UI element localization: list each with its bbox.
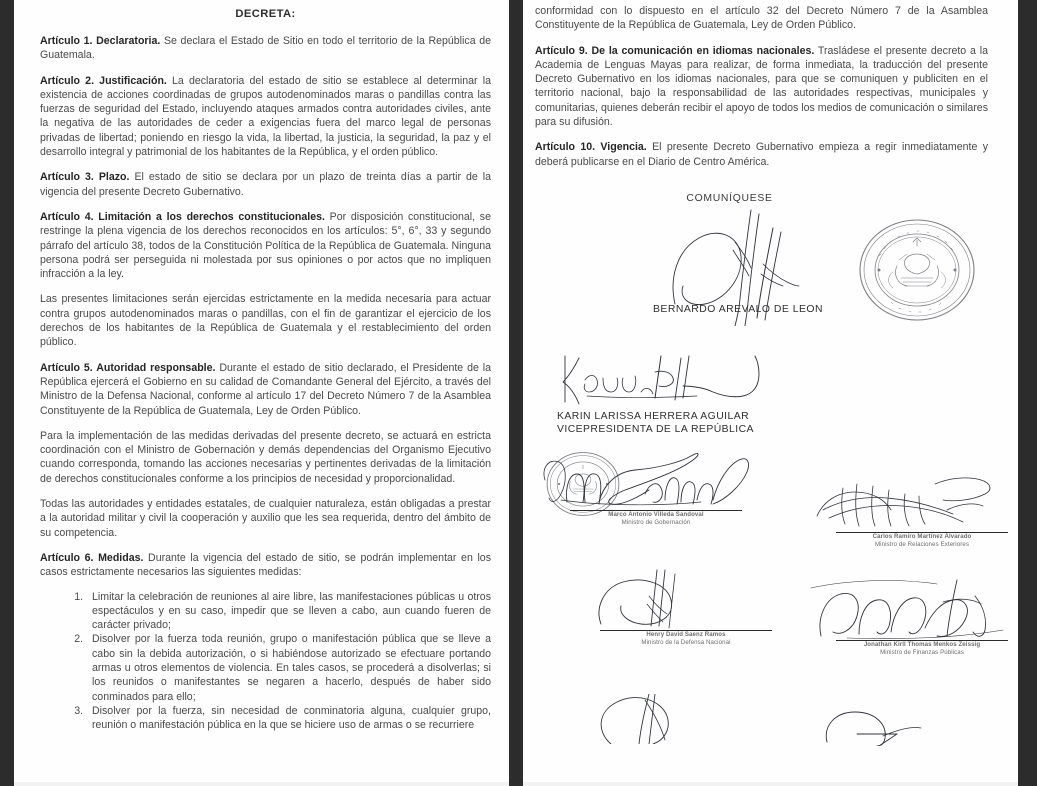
article-6-label: Artículo 6. Medidas.: [40, 551, 144, 564]
partial-signature-scrawl-bottom-left: [591, 694, 721, 744]
vicepresident-name: KARIN LARISSA HERRERA AGUILAR: [557, 410, 750, 422]
article-2-text: La declaratoria del estado de sitio se establece al determinar la existencia de acciones coordinadas de grupos autodenominados maras o pandillas contra las fuerzas de seguridad del Estado, incluyendo ataques armados contra autoridades civiles, ante la negativa de las autoridades de ceder a exigencias fuera del marco legal de personas privadas de libertad; poniendo en riesgo la vida, la libertad, la justicia, la seguridad, la paz y el desarrollo integral y patrimonial de los habitantes de la República, y el orden público.: [40, 74, 491, 159]
minister-2-title: Ministro de Relaciones Exteriores: [874, 540, 970, 548]
scan-gutter-left: [0, 0, 14, 786]
minister-2-name: Carlos Ramiro Martínez Alvarado: [872, 532, 972, 540]
minister-1-signature-scrawl: [541, 448, 771, 510]
minister-signature-block-4: [807, 578, 1018, 656]
article-4-continuation-paragraph: [40, 292, 491, 349]
article-6-paragraph: [40, 551, 491, 580]
minister-4-name: Jonathan Kirll Thomas Menkos Zeissig: [863, 640, 981, 648]
vicepresident-signature-block: [535, 352, 988, 444]
vicepresident-signature-scrawl: [557, 352, 777, 410]
article-5-label: Artículo 5. Autoridad responsable.: [40, 361, 216, 374]
minister-1-name: Marco Antonio Villeda Sandoval: [608, 510, 704, 518]
article-5-continuation-text: Para la implementación de las medidas derivadas del presente decreto, se actuará en estricta coordinación con el Ministro de Gobernación y demás dependencias del Organismo Ejecutivo cuando corresponda, tomando las acciones necesarias y pertinentes derivadas de la limitación de derechos constitucionales conforme a los principios de necesidad y proporcionalidad.: [40, 429, 491, 485]
article-2-paragraph: [40, 74, 491, 160]
article-8-continuation-paragraph: [535, 4, 988, 33]
scan-bottom-edge-right: [523, 782, 1018, 786]
vicepresident-name-block: [557, 410, 754, 437]
article-9-label: Artículo 9. De la comunicación en idiomas nacionales.: [535, 44, 815, 57]
article-5-text: Durante el estado de sitio declarado, el Presidente de la República ejercerá el Gobierno en su calidad de Comandante General del Ejército, a través del Ministro de la Defensa Nacional, conforme al artículo 17 del Decreto Número 7 de la Asamblea Constituyente de la República de Guatemala, Ley de Orden Público.: [40, 361, 491, 417]
article-1-text: Se declara el Estado de Sitio en todo el territorio de la República de Guatemala.: [40, 35, 492, 62]
partial-signature-scrawl-bottom-right: [821, 700, 951, 746]
president-signature-block: [535, 206, 988, 326]
article-3-paragraph: [40, 170, 491, 199]
article-10-paragraph: [535, 140, 988, 169]
article-2-label: Artículo 2. Justificación.: [40, 74, 167, 87]
minister-signature-block-3: [571, 568, 801, 646]
article-10-label: Artículo 10. Vigencia.: [535, 141, 647, 154]
minister-3-signature-scrawl: [571, 568, 801, 630]
article-8-continuation-text: conformidad con lo dispuesto en el artículo 32 del Decreto Número 7 de la Asamblea Constituyente de la República de Guatemala, Ley de Orden Público.: [535, 5, 988, 32]
scan-gutter-right: [1018, 0, 1037, 786]
article-4-paragraph: [40, 210, 491, 281]
presidential-seal-icon: [857, 216, 977, 324]
minister-2-signature-scrawl: [807, 470, 1018, 532]
article-3-text: El estado de sitio se declara por un plazo de treinta días a partir de la vigencia del presente Decreto Gubernativo.: [40, 171, 492, 198]
article-9-paragraph: [535, 44, 988, 130]
minister-signature-block-2: [807, 470, 1018, 548]
scan-bottom-edge-left: [14, 782, 509, 786]
comuniquese-heading: COMUNÍQUESE: [686, 192, 773, 204]
minister-4-title: Ministro de Finanzas Públicas: [880, 648, 964, 656]
minister-3-title: Ministro de la Defensa Nacional: [641, 638, 731, 646]
article-5-paragraph: [40, 361, 491, 418]
minister-signature-block-1: [541, 448, 771, 526]
list-item: 1. Limitar la celebración de reuniones al aire libre, las manifestaciones públicas u otros espectáculos y en su caso, impedir que se lleven a cabo, aun cuando fueren de carácter privado;: [86, 590, 491, 633]
article-6-measures-list: [40, 590, 491, 733]
article-5-authorities-text: Todas las autoridades y entidades estatales, de cualquier naturaleza, están obligadas a prestar a la autoridad militar y civil la cooperación y auxilio que les sea requerida, dentro del ámbito de su competencia.: [40, 498, 491, 539]
article-4-continuation-text: Las presentes limitaciones serán ejercidas estrictamente en la medida necesaria para actuar contra grupos autodenominados maras o pandillas, con el fin de garantizar el ejercicio de los derechos de los habitantes de la República de Guatemala y el restablecimiento del orden público.: [40, 293, 491, 349]
article-3-label: Artículo 3. Plazo.: [40, 171, 130, 184]
document-page-right: [523, 0, 1018, 786]
article-5-continuation-paragraph: [40, 429, 491, 486]
page-title: DECRETA:: [235, 8, 296, 20]
article-1-label: Artículo 1. Declaratoria.: [40, 35, 161, 47]
minister-signatures-area: [535, 448, 988, 744]
article-5-authorities-paragraph: [40, 497, 491, 540]
article-4-text: Por disposición constitucional, se restringe la plena vigencia de los derechos reconocidos en los artículos: 5°, 6°, 33 y segundo párrafo del artículo 38, todos de la Constitución Política de la República de Guatemala. Ninguna persona podrá ser perseguida ni molestada por sus opiniones o por actos que no impliquen infracción a la ley.: [40, 210, 491, 281]
article-10-text: El presente Decreto Gubernativo empieza a regir inmediatamente y deberá publicarse en el Diario de Centro América.: [535, 141, 988, 168]
minister-4-signature-scrawl: [807, 578, 1018, 640]
list-item: 2. Disolver por la fuerza toda reunión, grupo o manifestación pública que se lleve a cabo sin la debida autorización, o si habiéndose autorizado se efectuare portando armas u otros elementos de violencia. En tales casos, se procederá a disolverlas; si los reunidos o manifestantes se negaren a hacerlo, después de haber sido conminados para ello;: [86, 632, 491, 703]
vicepresident-title: VICEPRESIDENTA DE LA REPÚBLICA: [557, 424, 754, 436]
article-4-label: Artículo 4. Limitación a los derechos constitucionales.: [40, 210, 325, 223]
document-page-left: [14, 0, 509, 786]
article-9-text: Trasládese el presente decreto a la Academia de Lenguas Mayas para realizar, de forma inmediata, la traducción del presente Decreto Gubernativo en los idiomas nacionales, para que se comuniquen y publiciten en el territorio nacional, bajo la responsabilidad de las autoridades respectivas, municipales y comunitarias, quienes deberán recibir el apoyo de todos los medios de comunicación o similares para su difusión.: [535, 44, 988, 129]
scan-gutter-middle: [509, 0, 523, 786]
president-name: BERNARDO AREVALO DE LEON: [653, 303, 824, 315]
minister-1-title: Ministro de Gobernación: [621, 518, 691, 526]
article-1-paragraph: [40, 34, 491, 63]
list-item: 3. Disolver por la fuerza, sin necesidad de conminatoria alguna, cualquier grupo, reunión o manifestación pública en la que se hiciere uso de armas o se recurriere: [86, 704, 491, 733]
minister-3-name: Henry David Saenz Ramos: [646, 630, 726, 638]
article-6-text: Durante la vigencia del estado de sitio, se podrán implementar en los casos estrictamente necesarios las siguientes medidas:: [40, 551, 491, 579]
